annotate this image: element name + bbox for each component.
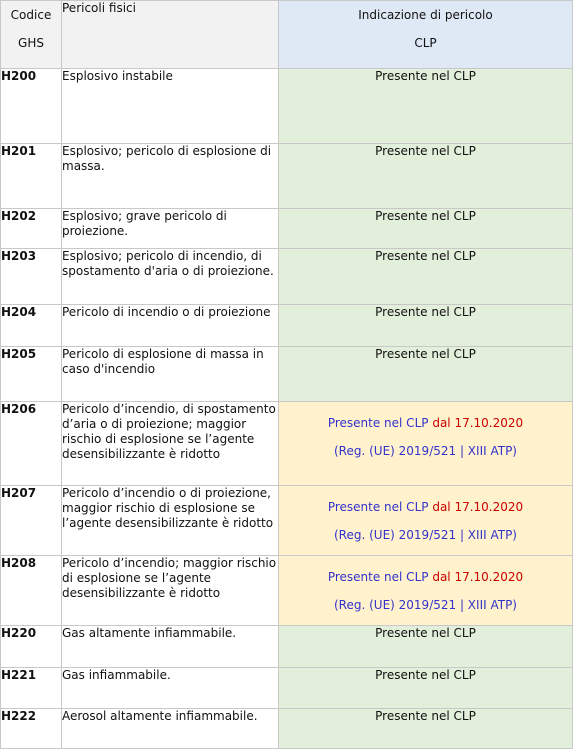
clp-present-label: Presente nel CLP [327,500,429,514]
hazard-code: H201 [1,144,62,209]
header-physical-hazards: Pericoli fisici [62,1,279,69]
regulation-reference: (Reg. (UE) 2019/521 | XIII ATP) [334,444,517,458]
hazard-code: H205 [1,347,62,402]
clp-status [279,556,573,626]
table-row [1,144,573,209]
hazard-code: H200 [1,69,62,144]
hazard-code: H208 [1,556,62,626]
table-row [1,626,573,668]
hazard-description: Esplosivo; pericolo di esplosione di massa. [62,144,279,209]
hazard-code: H221 [1,668,62,709]
table-row [1,709,573,749]
hazard-code: H206 [1,402,62,486]
hazard-description: Esplosivo; pericolo di incendio, di spostamento d'aria o di proiezione. [62,249,279,305]
header-ind-line1: Indicazione di pericolo [358,8,493,22]
hazard-description: Aerosol altamente infiammabile. [62,709,279,749]
table-row [1,69,573,144]
clp-status: Presente nel CLP [279,305,573,347]
table-row [1,402,573,486]
hazard-description: Pericolo di esplosione di massa in caso d'incendio [62,347,279,402]
table-row [1,486,573,556]
clp-status: Presente nel CLP [279,626,573,668]
hazard-description: Esplosivo instabile [62,69,279,144]
clp-present-label: Presente nel CLP [327,570,429,584]
header-hazard-statement [279,1,573,69]
hazard-code: H202 [1,209,62,249]
hazard-description: Pericolo d’incendio o di proiezione, maggior rischio di esplosione se l’agente desensibilizzante è ridotto [62,486,279,556]
header-code-ghs [1,1,62,69]
clp-date-label: dal 17.10.2020 [432,500,524,514]
hazard-description: Pericolo d’incendio, di spostamento d’aria o di proiezione; maggior rischio di esplosione se l’agente desensibilizzante è ridotto [62,402,279,486]
table-row [1,668,573,709]
clp-date-label: dal 17.10.2020 [432,570,524,584]
hazard-description: Esplosivo; grave pericolo di proiezione. [62,209,279,249]
hazard-code: H204 [1,305,62,347]
clp-status: Presente nel CLP [279,69,573,144]
clp-status: Presente nel CLP [279,144,573,209]
header-code-line2: GHS [18,36,44,50]
table-header-row [1,1,573,69]
hazard-description: Pericolo di incendio o di proiezione [62,305,279,347]
regulation-reference: (Reg. (UE) 2019/521 | XIII ATP) [334,528,517,542]
hazard-code: H222 [1,709,62,749]
header-ind-line2: CLP [414,36,437,50]
clp-status-line [279,409,572,437]
clp-date-label: dal 17.10.2020 [432,416,524,430]
header-code-line1: Codice [10,8,52,22]
hazard-code: H220 [1,626,62,668]
table-row [1,249,573,305]
clp-present-label: Presente nel CLP [327,416,429,430]
clp-status: Presente nel CLP [279,209,573,249]
table-row [1,347,573,402]
table-row [1,305,573,347]
clp-status-line [279,563,572,591]
hazard-description: Gas infiammabile. [62,668,279,709]
hazard-description: Gas altamente infiammabile. [62,626,279,668]
clp-status-line [279,493,572,521]
clp-status: Presente nel CLP [279,668,573,709]
hazard-description: Pericolo d’incendio; maggior rischio di esplosione se l’agente desensibilizzante è ridotto [62,556,279,626]
hazard-code: H203 [1,249,62,305]
regulation-reference: (Reg. (UE) 2019/521 | XIII ATP) [334,598,517,612]
clp-status: Presente nel CLP [279,347,573,402]
clp-status: Presente nel CLP [279,249,573,305]
clp-status: Presente nel CLP [279,709,573,749]
table-row [1,209,573,249]
hazard-code: H207 [1,486,62,556]
clp-status [279,486,573,556]
clp-status [279,402,573,486]
table-row [1,556,573,626]
